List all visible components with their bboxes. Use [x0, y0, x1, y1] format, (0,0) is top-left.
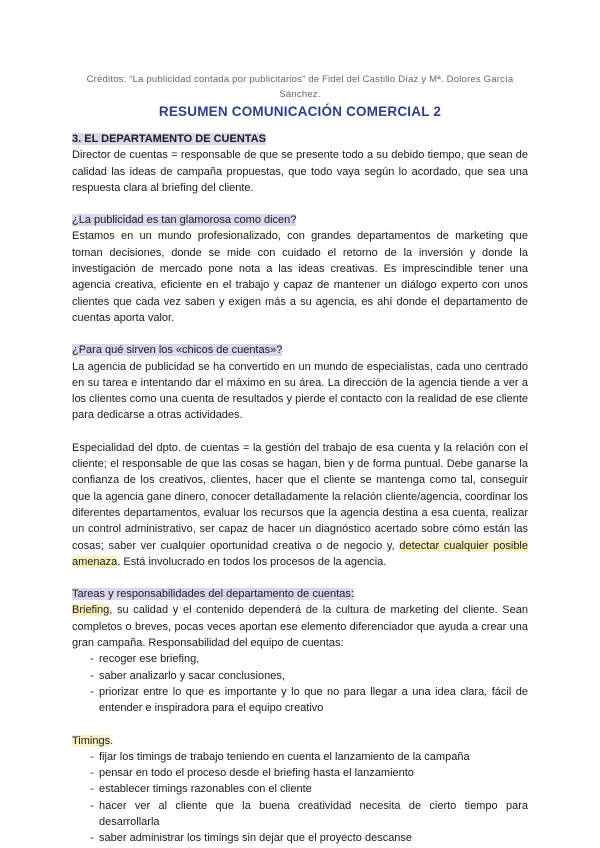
chicos-heading-text: ¿Para qué sirven los «chicos de cuentas»? — [72, 344, 283, 357]
briefing-label: Briefing — [72, 604, 110, 617]
list-item: - fijar los timings de trabajo teniendo en cuenta el lanzamiento de la campaña — [72, 749, 528, 765]
briefing-paragraph — [72, 602, 528, 651]
briefing-list — [72, 651, 528, 716]
list-item: - establecer timings razonables con el cliente — [72, 781, 528, 797]
list-item: - pensar en todo el proceso desde el briefing hasta el lanzamiento — [72, 765, 528, 781]
timings-list — [72, 749, 528, 847]
glamour-heading-text: ¿La publicidad es tan glamorosa como dicen? — [72, 214, 297, 227]
especialidad-main: Especialidad del dpto. de cuentas = la gestión del trabajo de esa cuenta y la relación con el cliente; el responsable de que las cosas se hagan, bien y de forma puntual. Debe ganarse la confianza de los creativos, clientes, hacer que el cliente se mantenga como tal, conseguir que la agencia gane dinero, conocer detalladamente la relación cliente/agencia, coordinar los diferentes departamentos, evaluar los recursos que la agencia destina a esa cuenta, realizar un control administrativo, ser capaz de hacer un diagnóstico acertado sobre cómo están las cosas; saber ver cualquier oportunidad creativa o de negocio y, — [72, 441, 528, 552]
glamour-heading — [72, 212, 528, 228]
list-item: - saber administrar los timings sin dejar que el proyecto descanse — [72, 830, 528, 846]
especialidad-highlight: detectar cualquier posible amenaza — [72, 539, 528, 568]
chicos-heading — [72, 342, 528, 358]
list-item: - saber analizarlo y sacar conclusiones, — [72, 668, 528, 684]
credits-line: Créditos: “La publicidad contada por publicitarios” de Fidel del Castillo Díaz y Mª. Dolores García Sánchez. — [86, 74, 514, 100]
tareas-heading — [72, 586, 528, 602]
document-body — [72, 131, 528, 847]
section-intro: Director de cuentas = responsable de que se presente todo a su debido tiempo, que sean de calidad las ideas de campaña propuestas, que todo vaya según lo acordado, que sea una respuesta clara al briefing del cliente. — [72, 149, 528, 194]
glamour-paragraph: Estamos en un mundo profesionalizado, con grandes departamentos de marketing que toman decisiones, donde se mide con cuidado el retorno de la inversión y donde la investigación de mercado pone nota a las ideas creativas. Es imprescindible tener una agencia creativa, eficiente en el trabajo y capaz de mantener un diálogo experto con unos clientes que cada vez saben y exigen más a su agencia, es ahí donde el departamento de cuentas aporta valor. — [72, 230, 528, 324]
tareas-heading-text: Tareas y responsabilidades del departamento de cuentas: — [72, 588, 354, 601]
timings-heading — [72, 733, 528, 749]
list-item: - hacer ver al cliente que la buena creatividad necesita de cierto tiempo para desarrollarla — [72, 798, 528, 831]
section-heading-text: 3. EL DEPARTAMENTO DE CUENTAS — [72, 133, 266, 145]
chicos-paragraph: La agencia de publicidad se ha convertido en un mundo de especialistas, cada uno centrado en su tarea e intentando dar el máximo en su área. La dirección de la agencia tiende a ver a los clientes como una cuenta de resultados y pierde el contacto con la realidad de ese cliente para dedicarse a otras actividades. — [72, 360, 528, 422]
briefing-text: , su calidad y el contenido dependerá de la cultura de marketing del cliente. Sean completos o breves, pocas veces aportan ese elemento diferenciador que ayuda a crear una gran campaña. Responsabilidad del equipo de cuentas: — [72, 604, 528, 650]
page-title: RESUMEN COMUNICACIÓN COMERCIAL 2 — [158, 104, 442, 119]
especialidad-end: . Está involucrado en todos los procesos de la agencia. — [117, 555, 387, 568]
section-heading — [72, 131, 528, 147]
timings-label: Timings — [72, 734, 111, 747]
timings-suffix: . — [110, 734, 114, 747]
especialidad-paragraph — [72, 440, 528, 570]
list-item: - recoger ese briefing, — [72, 651, 528, 667]
list-item: - priorizar entre lo que es importante y lo que no para llegar a una idea clara, fácil de entender e inspiradora para el equipo creativo — [72, 684, 528, 717]
